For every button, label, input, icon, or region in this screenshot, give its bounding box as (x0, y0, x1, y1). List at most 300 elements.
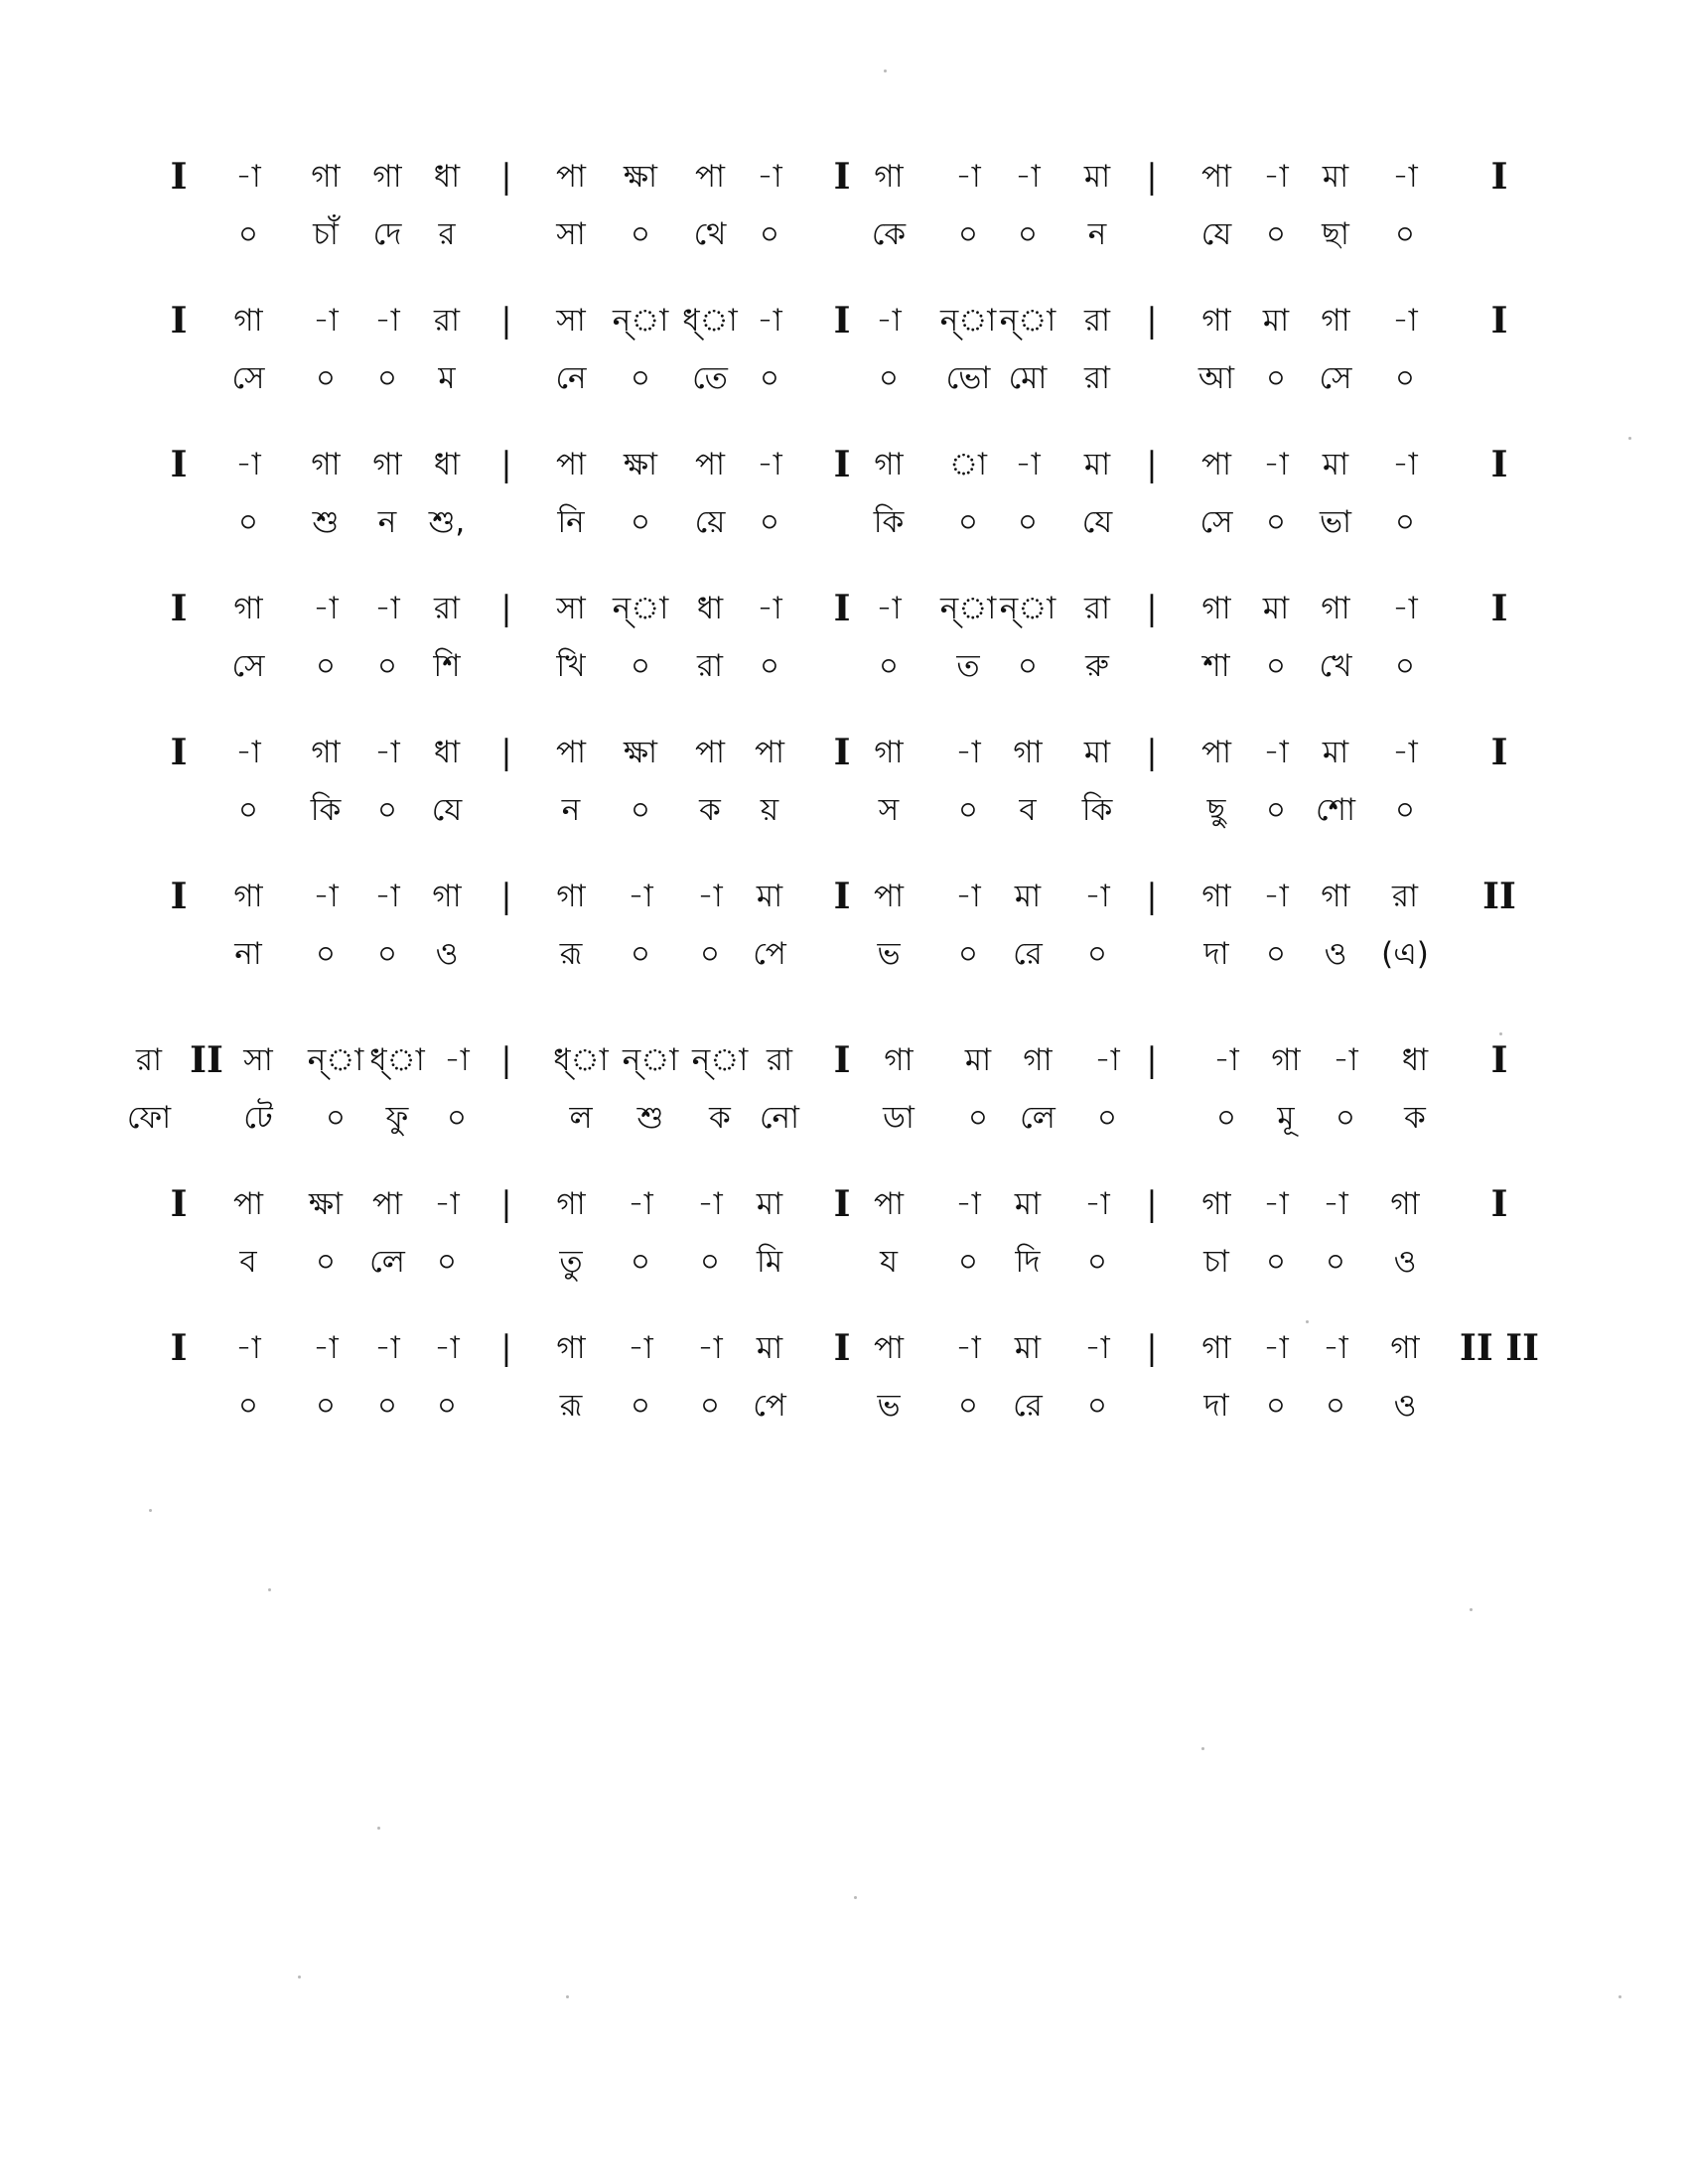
lyric: সে (1199, 504, 1233, 540)
section-bar: I (833, 588, 851, 629)
note: -া (955, 879, 981, 914)
note: -া (235, 1330, 261, 1366)
lyric: থে (693, 216, 727, 252)
lyric: (এ) (1381, 936, 1429, 972)
note: গা (884, 1042, 914, 1078)
note: -া (313, 303, 339, 339)
lyric: রূ (559, 1388, 583, 1424)
lyric: আ (1197, 360, 1235, 396)
lyric: ০ (630, 1388, 651, 1424)
note: -া (697, 1330, 723, 1366)
note: মা (1322, 735, 1349, 770)
note: -া (1392, 303, 1418, 339)
note: গা (556, 879, 586, 914)
lyric: ০ (759, 216, 780, 252)
note: গা (1013, 735, 1043, 770)
lyric: রা (1083, 360, 1111, 396)
note: -া (876, 303, 902, 339)
note: মা (1322, 447, 1349, 482)
lyric: সে (1319, 360, 1352, 396)
note: -া (1392, 159, 1418, 195)
note: মা (756, 879, 783, 914)
note: মা (1083, 447, 1111, 482)
scan-speck (377, 1827, 380, 1830)
note: গা (874, 447, 904, 482)
note: গা (1201, 879, 1231, 914)
note: পা (694, 159, 726, 195)
lyric: ০ (1325, 1388, 1346, 1424)
beat-bar: | (500, 1184, 512, 1224)
beat-bar: | (1146, 1328, 1158, 1368)
lyric: ০ (759, 360, 780, 396)
section-bar: I (1490, 588, 1508, 629)
lyric: রে (1013, 1388, 1043, 1424)
lyric: ০ (315, 360, 337, 396)
note: মা (1262, 591, 1290, 626)
lyric: রা (696, 648, 724, 684)
lyric: ক (709, 1100, 731, 1136)
note: মা (756, 1186, 783, 1222)
lyric: ০ (376, 936, 398, 972)
lyric-row (159, 782, 1529, 838)
lyric: ০ (1265, 1388, 1287, 1424)
lyric: ০ (1265, 360, 1287, 396)
lyric: ০ (957, 504, 979, 540)
beat-bar: | (500, 301, 512, 341)
lyric: ০ (315, 1244, 337, 1280)
scan-speck (566, 1995, 569, 1998)
lyric: ০ (630, 1244, 651, 1280)
section-bar: I (170, 300, 188, 341)
lyric: ০ (237, 216, 259, 252)
lyric: ০ (630, 216, 651, 252)
lyric: ০ (1325, 1244, 1346, 1280)
note: পা (1200, 735, 1232, 770)
lyric: লে (369, 1244, 405, 1280)
note: রা (433, 303, 461, 339)
note: -া (1333, 1042, 1358, 1078)
note: মা (1014, 1186, 1042, 1222)
note: মা (1014, 879, 1042, 914)
lyric: ০ (1265, 792, 1287, 828)
note: -া (1213, 1042, 1239, 1078)
note: -া (757, 303, 782, 339)
note: -া (434, 1330, 460, 1366)
section-bar: I (833, 732, 851, 773)
note: -া (1015, 159, 1041, 195)
lyric: দে (372, 216, 402, 252)
note: -া (1263, 1186, 1289, 1222)
lyric: ০ (315, 936, 337, 972)
note: ন্‌া (939, 303, 997, 339)
note: ন্‌া (999, 591, 1056, 626)
note: গা (1321, 591, 1350, 626)
note: -া (955, 159, 981, 195)
lyric: ০ (237, 504, 259, 540)
lyric: টে (243, 1100, 273, 1136)
lyric: ০ (1017, 648, 1039, 684)
beat-bar: | (500, 589, 512, 628)
note: গা (1201, 1330, 1231, 1366)
note: মা (1083, 159, 1111, 195)
note: -া (955, 1330, 981, 1366)
note: পা (555, 447, 587, 482)
lyric: শি (433, 648, 461, 684)
note-row (159, 869, 1529, 924)
lyric: লে (1020, 1100, 1055, 1136)
note: পা (873, 879, 905, 914)
note: -া (1084, 1186, 1110, 1222)
lyric: মি (756, 1244, 783, 1280)
note: গা (1321, 303, 1350, 339)
lyric: ০ (630, 504, 651, 540)
scan-speck (1306, 1320, 1309, 1323)
note: গা (311, 159, 341, 195)
lyric: ন (377, 504, 397, 540)
lyric: ০ (1394, 360, 1416, 396)
beat-bar: | (1146, 1040, 1158, 1080)
lyric: ভ (877, 1388, 901, 1424)
lyric: ০ (759, 504, 780, 540)
beat-bar: | (1146, 301, 1158, 341)
lyric: যে (1200, 216, 1232, 252)
note: ন্‌া (307, 1042, 364, 1078)
section-bar: I (833, 444, 851, 485)
repeat-bar: II (1482, 876, 1516, 917)
lyric: ০ (759, 648, 780, 684)
lyric: ০ (325, 1100, 347, 1136)
note: ধা (696, 591, 724, 626)
lyric: ন (561, 792, 581, 828)
note: -া (1094, 1042, 1120, 1078)
lyric: ক (1404, 1100, 1426, 1136)
lead-note: রা (135, 1042, 163, 1078)
note: পা (873, 1186, 905, 1222)
note: ক্ষা (623, 735, 658, 770)
lyric: নে (555, 360, 587, 396)
note: ধ্‌া (682, 303, 738, 339)
lyric: ০ (376, 1388, 398, 1424)
note: গা (1271, 1042, 1301, 1078)
lyric: ম (438, 360, 456, 396)
lyric: ০ (1265, 648, 1287, 684)
lyric: ০ (436, 1388, 458, 1424)
lyric: ০ (376, 792, 398, 828)
note: -া (628, 879, 653, 914)
section-bar: I (170, 588, 188, 629)
lyric: চা (1203, 1244, 1229, 1280)
lyric: ০ (630, 936, 651, 972)
lyric: ও (1324, 936, 1347, 972)
lyric: ০ (699, 1244, 721, 1280)
beat-bar: | (1146, 589, 1158, 628)
lyric: ০ (237, 1388, 259, 1424)
lyric: ০ (237, 792, 259, 828)
lyric: তে (692, 360, 728, 396)
note: -া (955, 1186, 981, 1222)
lyric: ফু (385, 1100, 409, 1136)
note: গা (372, 159, 402, 195)
note: -া (697, 1186, 723, 1222)
note: ক্ষা (308, 1186, 344, 1222)
lyric: ০ (957, 216, 979, 252)
lyric: না (234, 936, 262, 972)
note: রা (1083, 591, 1111, 626)
note: -া (628, 1330, 653, 1366)
note: ধা (433, 735, 461, 770)
note: ন্‌া (622, 1042, 679, 1078)
section-bar: I (170, 732, 188, 773)
lyric-row (159, 1378, 1529, 1433)
note: গা (233, 303, 263, 339)
note: পা (754, 735, 785, 770)
lyric: নি (557, 504, 585, 540)
note: মা (1014, 1330, 1042, 1366)
note-row (159, 437, 1529, 492)
lyric: ০ (1215, 1100, 1237, 1136)
lyric: খে (1319, 648, 1352, 684)
note: পা (873, 1330, 905, 1366)
note: ধা (433, 159, 461, 195)
lyric: ০ (1265, 216, 1287, 252)
note: -া (628, 1186, 653, 1222)
section-bar: I (833, 156, 851, 198)
lyric: ০ (1086, 936, 1108, 972)
section-bar: I (833, 1183, 851, 1225)
note-row (135, 1032, 1529, 1088)
note: ক্ষা (623, 447, 658, 482)
section-bar: I (1490, 300, 1508, 341)
lyric: ও (1393, 1388, 1417, 1424)
note: -া (1084, 1330, 1110, 1366)
note: গা (372, 447, 402, 482)
note: মা (1322, 159, 1349, 195)
lyric: ০ (878, 648, 900, 684)
note: গা (1390, 1330, 1420, 1366)
note: মা (964, 1042, 992, 1078)
lyric: ০ (1394, 216, 1416, 252)
scan-speck (884, 69, 887, 72)
lyric: ০ (699, 936, 721, 972)
lyric: ০ (1394, 648, 1416, 684)
lyric-row (126, 1090, 1529, 1146)
note: গা (233, 591, 263, 626)
lyric: ০ (1086, 1244, 1108, 1280)
note: -া (235, 159, 261, 195)
note: গা (874, 159, 904, 195)
note: পা (694, 447, 726, 482)
note: গা (1201, 591, 1231, 626)
scan-speck (854, 1896, 857, 1899)
final-bar: II II (1460, 1327, 1539, 1369)
lyric: ০ (376, 648, 398, 684)
lyric: ০ (1265, 936, 1287, 972)
lyric: যে (431, 792, 463, 828)
note: মা (1083, 735, 1111, 770)
note: -া (374, 303, 400, 339)
lyric: শা (1202, 648, 1230, 684)
note: -া (1392, 591, 1418, 626)
lyric: চাঁ (313, 216, 339, 252)
section-bar: I (833, 300, 851, 341)
lyric: ল (569, 1100, 593, 1136)
section-bar: I (833, 876, 851, 917)
note: -া (757, 591, 782, 626)
note: পা (1200, 159, 1232, 195)
scan-speck (1628, 437, 1631, 440)
lyric: স (878, 792, 900, 828)
lyric: পে (753, 1388, 786, 1424)
scan-speck (1201, 1747, 1204, 1750)
note: ন্‌া (939, 591, 997, 626)
note: -া (955, 735, 981, 770)
lyric: ০ (699, 1388, 721, 1424)
section-bar: I (833, 1327, 851, 1369)
note: -া (313, 879, 339, 914)
note: গা (233, 879, 263, 914)
lyric: পে (753, 936, 786, 972)
note: -া (757, 159, 782, 195)
scan-speck (149, 1509, 152, 1512)
lyric: দি (1015, 1244, 1041, 1280)
scan-speck (1470, 1608, 1473, 1611)
lyric: ০ (957, 936, 979, 972)
lyric: ০ (1265, 1244, 1287, 1280)
beat-bar: | (500, 1328, 512, 1368)
lyric: মূ (1277, 1100, 1295, 1136)
scan-speck (298, 1976, 301, 1979)
note: -া (374, 591, 400, 626)
note: -া (1323, 1186, 1348, 1222)
note: সা (243, 1042, 273, 1078)
scan-speck (1618, 1995, 1621, 1998)
lyric: ভো (945, 360, 991, 396)
lyric: র (438, 216, 456, 252)
lyric: কে (871, 216, 907, 252)
note: গা (432, 879, 462, 914)
note: ধা (1401, 1042, 1429, 1078)
lyric: শু, (428, 504, 466, 540)
note: -া (1263, 159, 1289, 195)
lyric: য়ে (694, 504, 726, 540)
note: -া (876, 591, 902, 626)
repeat-bar: II (190, 1039, 223, 1081)
lyric-row (159, 206, 1529, 262)
lyric: ব (239, 1244, 257, 1280)
beat-bar: | (1146, 157, 1158, 197)
note: গা (556, 1330, 586, 1366)
beat-bar: | (500, 157, 512, 197)
lyric: ব (1019, 792, 1037, 828)
note: -া (1084, 879, 1110, 914)
lyric: রে (1013, 936, 1043, 972)
lyric: ০ (376, 360, 398, 396)
note: পা (555, 159, 587, 195)
beat-bar: | (1146, 733, 1158, 772)
note: ধ্‌া (369, 1042, 425, 1078)
lyric: ০ (878, 360, 900, 396)
note: সা (556, 591, 586, 626)
lyric: দা (1203, 1388, 1229, 1424)
lead-lyric: ফো (126, 1100, 172, 1136)
section-bar: I (170, 1327, 188, 1369)
beat-bar: | (500, 733, 512, 772)
note: ধ্‌া (553, 1042, 609, 1078)
note: -া (697, 879, 723, 914)
note: ন্‌া (612, 591, 669, 626)
note: া (948, 447, 987, 482)
lyric: ০ (315, 648, 337, 684)
note: -া (1392, 735, 1418, 770)
note: পা (232, 1186, 264, 1222)
note: -া (235, 735, 261, 770)
note: -া (1323, 1330, 1348, 1366)
note: রা (1083, 303, 1111, 339)
scan-speck (268, 1588, 271, 1591)
note: পা (1200, 447, 1232, 482)
lyric: সে (231, 648, 265, 684)
note: গা (1201, 303, 1231, 339)
note: -া (235, 447, 261, 482)
lyric: ০ (957, 792, 979, 828)
lyric: ছু (1206, 792, 1226, 828)
note: -া (757, 447, 782, 482)
note: গা (1201, 1186, 1231, 1222)
lyric: ছা (1322, 216, 1349, 252)
note-row (159, 293, 1529, 348)
note: পা (555, 735, 587, 770)
lyric: ০ (957, 1388, 979, 1424)
scan-speck (1499, 1032, 1502, 1035)
note: ন্‌া (999, 303, 1056, 339)
lyric: ০ (967, 1100, 989, 1136)
lyric: ০ (1394, 792, 1416, 828)
note-row (159, 1320, 1539, 1376)
lyric-row (159, 350, 1529, 406)
lyric-row (159, 1234, 1529, 1290)
lyric: কি (310, 792, 342, 828)
note: -া (374, 1330, 400, 1366)
lyric: শো (1316, 792, 1355, 828)
lyric: রু (1085, 648, 1109, 684)
lyric: সে (231, 360, 265, 396)
note: -া (374, 879, 400, 914)
note: ন্‌া (691, 1042, 749, 1078)
lyric: রূ (559, 936, 583, 972)
note: -া (1263, 1330, 1289, 1366)
lyric: ০ (1096, 1100, 1118, 1136)
lyric: ডা (883, 1100, 914, 1136)
note: গা (311, 447, 341, 482)
section-bar: I (170, 156, 188, 198)
section-bar: I (833, 1039, 851, 1081)
note: -া (313, 591, 339, 626)
note: ধা (433, 447, 461, 482)
lyric: তু (559, 1244, 583, 1280)
lyric: ০ (630, 648, 651, 684)
note-row (159, 1176, 1529, 1232)
note: গা (1390, 1186, 1420, 1222)
note: গা (1321, 879, 1350, 914)
lyric: কি (873, 504, 905, 540)
note-row (159, 725, 1529, 780)
note: -া (1263, 447, 1289, 482)
lyric: ০ (957, 1244, 979, 1280)
lyric: য় (760, 792, 779, 828)
note: -া (1015, 447, 1041, 482)
beat-bar: | (1146, 445, 1158, 484)
note: -া (374, 735, 400, 770)
